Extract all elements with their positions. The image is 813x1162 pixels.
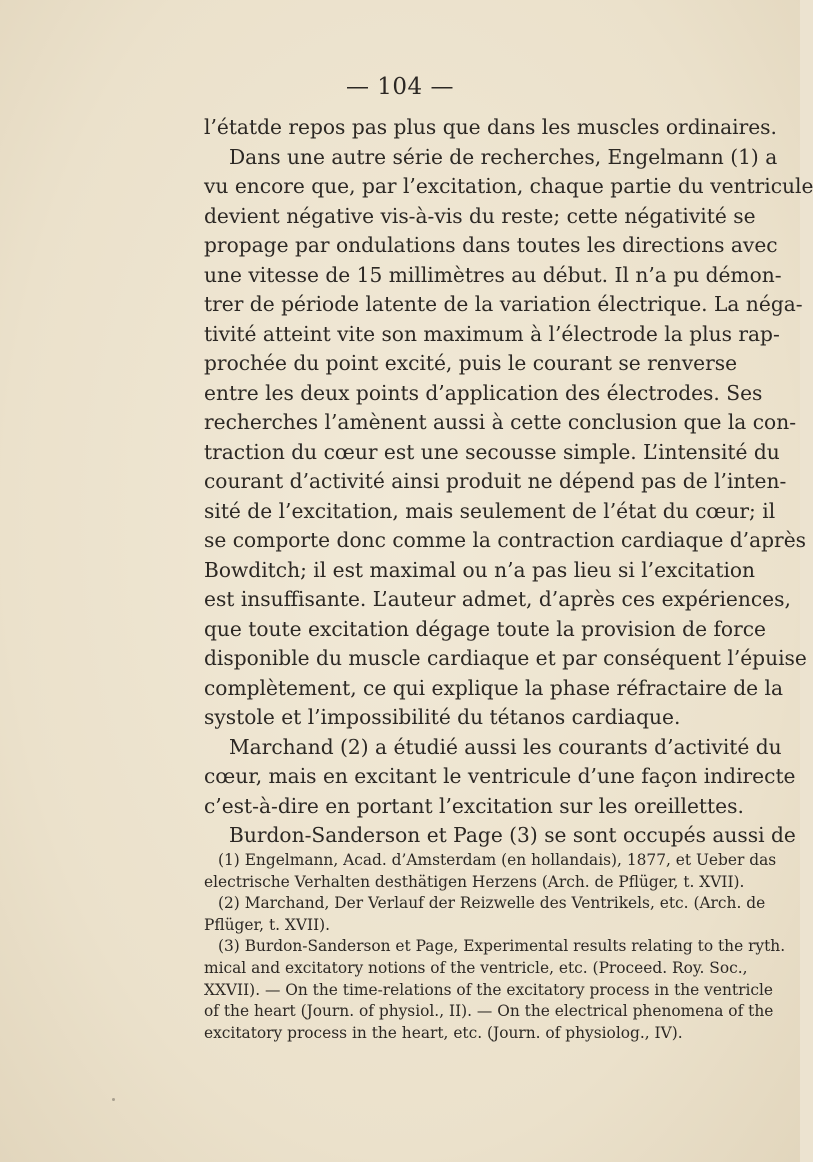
footnote-line: (1) Engelmann, Acad. d’Amsterdam (en hollandais), 1877, et Ueber das [218,851,777,869]
footnote-line: electrische Verhalten desthätigen Herzens (Arch. de Pflüger, t. XVII). [204,872,745,891]
body-line: prochée du point excité, puis le courant se renverse [204,351,738,375]
body-line: une vitesse de 15 millimètres au début. Il n’a pu démon- [204,262,782,287]
footnote-line: mical and excitatory notions of the ventricle, etc. (Proceed. Roy. Soc., [204,958,748,977]
page-number: — 104 — [345,74,455,100]
footnote-line: of the heart (Journ. of physiol., II). — On the electrical phenomena of the [204,1002,774,1021]
body-line: complètement, ce qui explique la phase réfractaire de la [204,675,784,700]
paper-speck [112,1098,115,1101]
body-line: l’étatde repos pas plus que dans les muscles ordinaires. [204,115,777,139]
body-line: est insuffisante. L’auteur admet, d’après ces expériences, [204,587,791,611]
body-line: systole et l’impossibilité du tétanos cardiaque. [204,705,681,729]
body-line: recherches l’amènent aussi à cette conclusion que la con- [204,410,797,434]
body-line: se comporte donc comme la contraction cardiaque d’après [204,528,807,552]
body-line: Marchand (2) a étudié aussi les courants d’activité du [229,734,782,759]
body-text [204,113,813,851]
body-line: entre les deux points d’application des électrodes. Ses [204,380,763,405]
footnote-line: Pflüger, t. XVII). [204,915,331,934]
body-line: propage par ondulations dans toutes les directions avec [204,233,778,257]
body-line: tivité atteint vite son maximum à l’électrode la plus rap- [204,321,780,346]
body-line: traction du cœur est une secousse simple. L’intensité du [204,439,780,464]
body-line: sité de l’excitation, mais seulement de l’état du cœur; il [204,498,776,523]
footnote-line: (3) Burdon-Sanderson et Page, Experimental results relating to the ryth. [218,937,786,956]
body-line: vu encore que, par l’excitation, chaque partie du ventricule [204,174,813,198]
body-line: Burdon-Sanderson et Page (3) se sont occupés aussi de [229,823,796,847]
body-line: que toute excitation dégage toute la provision de force [204,616,766,641]
body-line: trer de période latente de la variation électrique. La néga- [204,292,803,316]
body-line: cœur, mais en excitant le ventricule d’une façon indirecte [204,764,796,788]
footnote-line: excitatory process in the heart, etc. (Journ. of physiolog., IV). [204,1023,683,1042]
footnote-line: XXVII). — On the time-relations of the excitatory process in the ventricle [204,980,774,999]
footnote-line: (2) Marchand, Der Verlauf der Reizwelle des Ventrikels, etc. (Arch. de [218,894,766,913]
body-line: courant d’activité ainsi produit ne dépend pas de l’inten- [204,469,787,493]
body-line: Dans une autre série de recherches, Engelmann (1) a [229,144,778,169]
body-line: Bowditch; il est maximal ou n’a pas lieu si l’excitation [204,557,756,582]
body-line: disponible du muscle cardiaque et par conséquent l’épuise [204,646,807,670]
body-line: devient négative vis-à-vis du reste; cette négativité se [204,203,756,228]
footnotes [204,850,786,1044]
body-line: c’est-à-dire en portant l’excitation sur les oreillettes. [204,793,744,818]
